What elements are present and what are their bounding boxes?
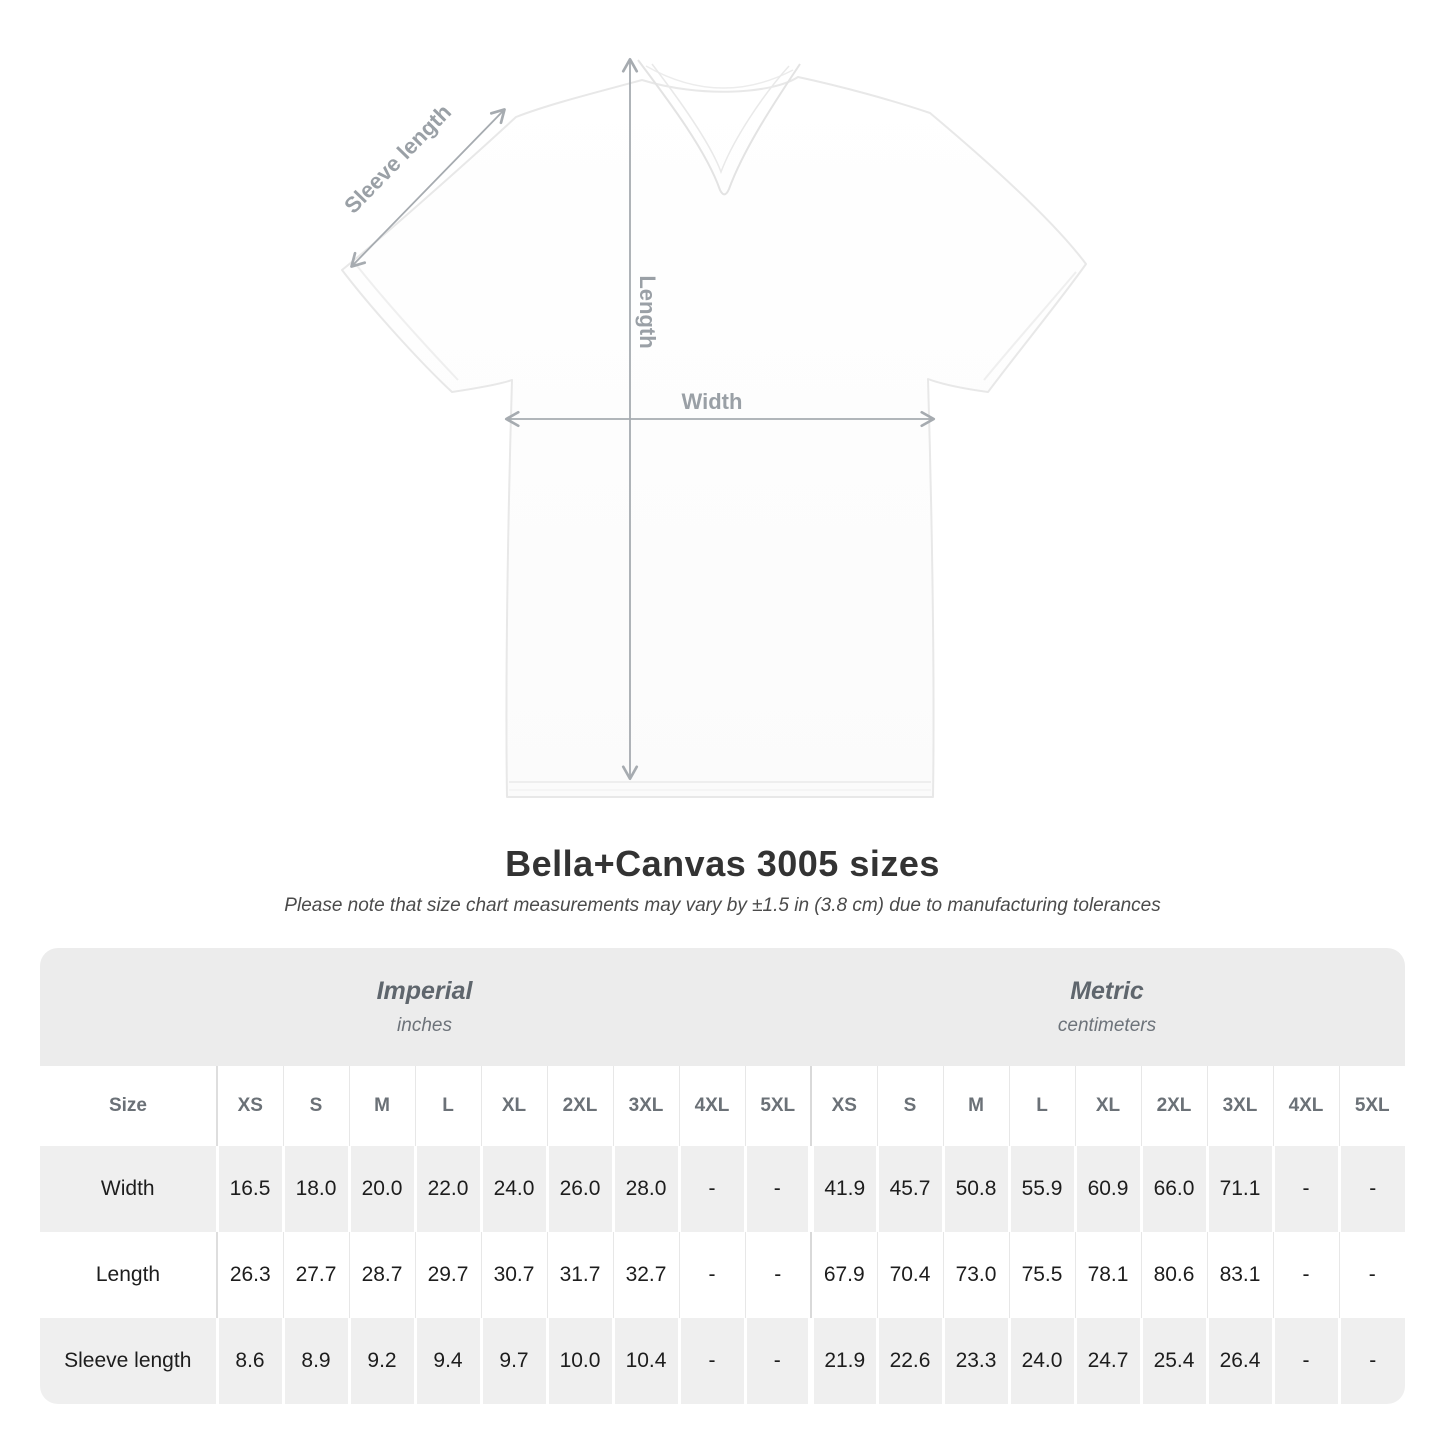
table-cell: 66.0	[1141, 1146, 1207, 1232]
table-cell: 50.8	[943, 1146, 1009, 1232]
size-col-header-metric-xs: XS	[811, 1066, 877, 1146]
table-cell: 8.6	[217, 1318, 283, 1404]
metric-unit: centimeters	[1057, 1015, 1157, 1036]
size-col-header-metric-4xl: 4XL	[1273, 1066, 1339, 1146]
row-label: Sleeve length	[64, 1349, 192, 1372]
table-cell: 27.7	[283, 1232, 349, 1318]
table-cell: -	[679, 1146, 745, 1232]
table-cell: 31.7	[547, 1232, 613, 1318]
size-col-header-metric-2xl: 2XL	[1141, 1066, 1207, 1146]
table-cell: -	[1339, 1146, 1405, 1232]
table-cell: 8.9	[283, 1318, 349, 1404]
measurement-row	[40, 1232, 1405, 1318]
size-col-header-metric-xl: XL	[1075, 1066, 1141, 1146]
table-cell: 55.9	[1009, 1146, 1075, 1232]
imperial-section-header	[40, 948, 809, 1066]
table-cell: 29.7	[415, 1232, 481, 1318]
table-cell: 80.6	[1141, 1232, 1207, 1318]
unit-system-band	[40, 948, 1405, 1066]
table-cell: -	[745, 1232, 811, 1318]
table-cell: -	[1273, 1146, 1339, 1232]
size-col-header-imperial-5xl: 5XL	[745, 1066, 811, 1146]
table-cell: 25.4	[1141, 1318, 1207, 1404]
tolerance-note: Please note that size chart measurements may vary by ±1.5 in (3.8 cm) due to manufacturing tolerances	[284, 895, 1161, 916]
imperial-unit: inches	[397, 1015, 452, 1036]
table-cell: -	[1273, 1232, 1339, 1318]
table-cell: -	[1273, 1318, 1339, 1404]
table-cell: 18.0	[283, 1146, 349, 1232]
size-col-header-metric-s: S	[877, 1066, 943, 1146]
table-cell: -	[745, 1146, 811, 1232]
table-cell: 24.0	[1009, 1318, 1075, 1404]
size-chart-card	[40, 948, 1405, 1404]
row-label: Length	[95, 1263, 161, 1286]
table-cell: 30.7	[481, 1232, 547, 1318]
table-cell: 21.9	[811, 1318, 877, 1404]
tshirt-body	[342, 77, 1086, 797]
table-cell: 22.6	[877, 1318, 943, 1404]
table-cell: 41.9	[811, 1146, 877, 1232]
table-cell: 16.5	[217, 1146, 283, 1232]
size-col-header-imperial-xs: XS	[217, 1066, 283, 1146]
table-cell: 24.7	[1075, 1318, 1141, 1404]
table-cell: 32.7	[613, 1232, 679, 1318]
length-label: Length	[635, 275, 660, 349]
size-col-header-imperial-xl: XL	[481, 1066, 547, 1146]
size-col-header-imperial-s: S	[283, 1066, 349, 1146]
table-cell: 26.4	[1207, 1318, 1273, 1404]
table-cell: 73.0	[943, 1232, 1009, 1318]
size-col-header-imperial-2xl: 2XL	[547, 1066, 613, 1146]
table-cell: -	[745, 1318, 811, 1404]
measurement-row	[40, 1146, 1405, 1232]
width-label: Width	[681, 389, 743, 414]
table-cell: 10.0	[547, 1318, 613, 1404]
table-cell: 10.4	[613, 1318, 679, 1404]
table-cell: 26.3	[217, 1232, 283, 1318]
measurement-row	[40, 1318, 1405, 1404]
metric-title: Metric	[1070, 977, 1144, 1005]
page-title: Bella+Canvas 3005 sizes	[505, 843, 940, 884]
table-cell: -	[679, 1232, 745, 1318]
table-cell: 75.5	[1009, 1232, 1075, 1318]
table-cell: -	[1339, 1318, 1405, 1404]
size-col-header-imperial-3xl: 3XL	[613, 1066, 679, 1146]
size-col-header-imperial-l: L	[415, 1066, 481, 1146]
table-cell: -	[679, 1318, 745, 1404]
table-cell: 71.1	[1207, 1146, 1273, 1232]
size-header-row	[40, 1066, 1405, 1146]
table-cell: 23.3	[943, 1318, 1009, 1404]
table-cell: 70.4	[877, 1232, 943, 1318]
size-col-header-metric-3xl: 3XL	[1207, 1066, 1273, 1146]
size-col-header-metric-5xl: 5XL	[1339, 1066, 1405, 1146]
table-cell: 26.0	[547, 1146, 613, 1232]
heading-block	[0, 843, 1445, 917]
size-col-header-imperial-4xl: 4XL	[679, 1066, 745, 1146]
table-cell: 83.1	[1207, 1232, 1273, 1318]
metric-section-header	[809, 948, 1405, 1066]
size-col-header-metric-m: M	[943, 1066, 1009, 1146]
table-cell: 24.0	[481, 1146, 547, 1232]
table-cell: 9.2	[349, 1318, 415, 1404]
table-cell: -	[1339, 1232, 1405, 1318]
sleeve-length-label: Sleeve length	[339, 99, 457, 219]
table-cell: 28.7	[349, 1232, 415, 1318]
row-label: Width	[100, 1177, 155, 1200]
size-corner-header: Size	[108, 1095, 148, 1116]
table-cell: 22.0	[415, 1146, 481, 1232]
size-table-body	[40, 1066, 1405, 1404]
table-cell: 9.7	[481, 1318, 547, 1404]
table-cell: 60.9	[1075, 1146, 1141, 1232]
size-col-header-metric-l: L	[1009, 1066, 1075, 1146]
table-cell: 78.1	[1075, 1232, 1141, 1318]
table-cell: 45.7	[877, 1146, 943, 1232]
table-cell: 9.4	[415, 1318, 481, 1404]
size-table	[40, 1066, 1405, 1404]
size-col-header-imperial-m: M	[349, 1066, 415, 1146]
imperial-title: Imperial	[376, 977, 473, 1005]
table-cell: 20.0	[349, 1146, 415, 1232]
table-cell: 67.9	[811, 1232, 877, 1318]
table-cell: 28.0	[613, 1146, 679, 1232]
